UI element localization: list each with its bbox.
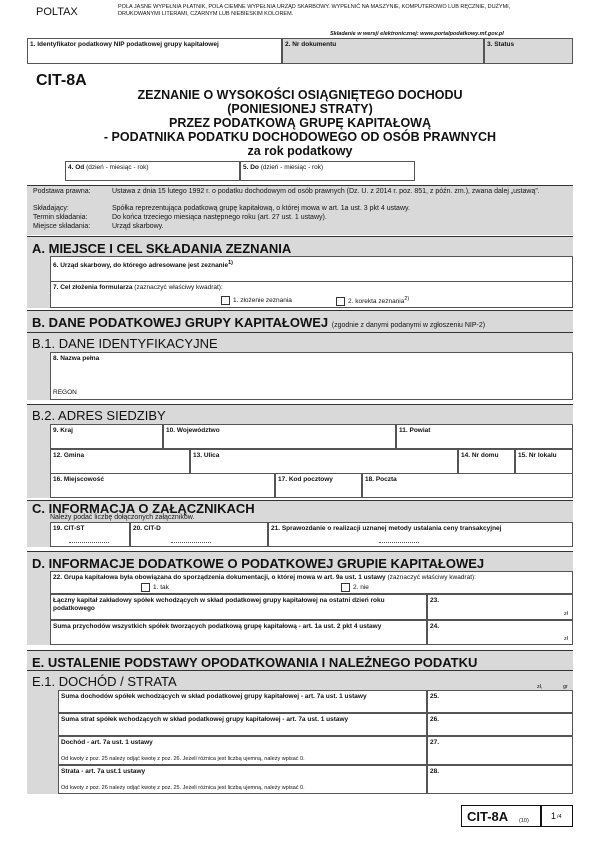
income-sum-row-label bbox=[58, 690, 427, 713]
section-a-header bbox=[27, 236, 573, 256]
loss-row-label bbox=[58, 765, 427, 794]
form-title bbox=[27, 88, 573, 158]
option-yes[interactable] bbox=[141, 583, 169, 592]
revenue-row-label bbox=[50, 620, 427, 645]
footer-page-total: /4 bbox=[557, 814, 562, 820]
loss-number: 28. bbox=[430, 768, 440, 775]
section-a-title: A. MIEJSCE I CEL SKŁADANIA ZEZNANIA bbox=[32, 241, 292, 256]
option-no-checkbox[interactable] bbox=[341, 583, 350, 592]
title-line-5: za rok podatkowy bbox=[247, 144, 353, 158]
title-line-2: (PONIESIONEJ STRATY) bbox=[227, 102, 373, 116]
section-d-header bbox=[27, 551, 573, 571]
pricing-report-field[interactable] bbox=[268, 522, 573, 547]
option-yes-checkbox[interactable] bbox=[141, 583, 150, 592]
house-number-label: 14. Nr domu bbox=[461, 452, 499, 459]
form-code: CIT-8A bbox=[36, 72, 87, 89]
revenue-unit: zł bbox=[564, 636, 568, 642]
documentation-field bbox=[50, 571, 573, 594]
documentation-hint: (zaznaczyć właściwy kwadrat): bbox=[387, 574, 476, 581]
section-d-body bbox=[27, 571, 573, 645]
street-field[interactable] bbox=[190, 449, 458, 474]
full-name-field[interactable] bbox=[50, 352, 573, 400]
post-office-label: 18. Poczta bbox=[365, 476, 397, 483]
share-capital-field[interactable] bbox=[427, 594, 573, 620]
option-correction-footnote: 2) bbox=[404, 296, 410, 302]
share-capital-unit: zł bbox=[564, 611, 568, 617]
income-sum-label: Suma dochodów spółek wchodzących w skład podatkowej grupy kapitałowej - art. 7a ust. 1 ustawy bbox=[61, 693, 367, 700]
share-capital-row-label bbox=[50, 594, 427, 620]
revenue-field[interactable] bbox=[427, 620, 573, 645]
field-nip-label: 1. Identyfikator podatkowy NIP podatkowej grupy kapitałowej bbox=[30, 41, 219, 48]
footer-page-number: 1 bbox=[551, 811, 557, 821]
cit-d-label: 20. CIT-D bbox=[133, 525, 161, 532]
option-correction-label: 2. korekta zeznania bbox=[348, 298, 405, 306]
section-b2-title: B.2. ADRES SIEDZIBY bbox=[32, 408, 166, 423]
tax-office-field[interactable] bbox=[50, 256, 573, 283]
electronic-note: Składanie w wersji elektronicznej: www.portalpodatkowy.mf.gov.pl bbox=[330, 31, 504, 37]
gr-column-label: gr bbox=[563, 684, 568, 690]
section-b1-title: B.1. DANE IDENTYFIKACYJNE bbox=[32, 336, 218, 351]
income-sum-number: 25. bbox=[430, 693, 440, 700]
documentation-label: 22. Grupa kapitałowa była obowiązana do sporządzenia dokumentacji, o której mowa w art. 9a ust. 1 ustawy bbox=[53, 574, 386, 581]
income-field[interactable] bbox=[427, 736, 573, 765]
cit-st-field[interactable] bbox=[50, 522, 130, 547]
option-yes-label: 1. tak bbox=[153, 584, 169, 592]
section-b-hint: (zgodnie z danymi podanymi w zgłoszeniu NIP-2) bbox=[331, 322, 486, 329]
period-to-field[interactable] bbox=[240, 161, 415, 181]
cit-st-input-line bbox=[69, 542, 109, 543]
option-no[interactable] bbox=[341, 583, 369, 592]
income-label: Dochód - art. 7a ust. 1 ustawy bbox=[61, 739, 153, 746]
share-capital-label: Łączny kapitał zakładowy spółek wchodzących w skład podatkowej grupy kapitałowej na ostatni dzień roku podatkowego bbox=[53, 597, 385, 612]
revenue-number: 24. bbox=[430, 623, 440, 630]
option-submit[interactable] bbox=[221, 296, 292, 305]
income-sum-field[interactable] bbox=[427, 690, 573, 713]
tax-office-label: 6. Urząd skarbowy, do którego adresowane jest zeznanie bbox=[53, 262, 229, 270]
section-e1-header bbox=[27, 670, 573, 690]
submitter-key: Składający: bbox=[33, 205, 69, 212]
loss-field[interactable] bbox=[427, 765, 573, 794]
voivodeship-label: 10. Województwo bbox=[166, 427, 220, 434]
street-label: 13. Ulica bbox=[193, 452, 220, 459]
period-from-field[interactable] bbox=[65, 161, 240, 181]
field-status-label: 3. Status bbox=[487, 41, 515, 48]
cit-d-input-line bbox=[171, 542, 211, 543]
voivodeship-field[interactable] bbox=[163, 424, 396, 449]
commune-field[interactable] bbox=[50, 449, 190, 474]
country-label: 9. Kraj bbox=[53, 427, 73, 434]
option-correction[interactable] bbox=[336, 296, 409, 306]
title-line-3: PRZEZ PODATKOWĄ GRUPĘ KAPITAŁOWĄ bbox=[168, 116, 432, 130]
loss-sum-row-label bbox=[58, 713, 427, 736]
section-b2-header bbox=[27, 404, 573, 424]
section-b2-body bbox=[27, 424, 573, 498]
field-status bbox=[484, 38, 573, 64]
commune-label: 12. Gmina bbox=[53, 452, 85, 459]
deadline-key: Termin składania: bbox=[33, 214, 88, 221]
field-doc-number bbox=[282, 38, 484, 64]
poltax-label: POLTAX bbox=[36, 6, 78, 18]
postal-code-label: 17. Kod pocztowy bbox=[278, 476, 333, 483]
legal-basis-key: Podstawa prawna: bbox=[33, 188, 91, 195]
legal-basis-value: Ustawa z dnia 15 lutego 1992 r. o podatku dochodowym od osób prawnych (Dz. U. z 2014 r. poz. 851, z późn. zm.), zwana dalej „ustawą”. bbox=[112, 188, 540, 195]
city-label: 16. Miejscowość bbox=[53, 476, 104, 483]
house-number-field[interactable] bbox=[458, 449, 515, 474]
country-field[interactable] bbox=[50, 424, 163, 449]
section-c-body bbox=[27, 522, 573, 547]
county-label: 11. Powiat bbox=[399, 427, 431, 434]
income-row-label bbox=[58, 736, 427, 765]
section-e-title: E. USTALENIE PODSTAWY OPODATKOWANIA I NALEŻNEGO PODATKU bbox=[32, 655, 478, 670]
post-office-field[interactable] bbox=[362, 473, 573, 498]
city-field[interactable] bbox=[50, 473, 275, 498]
footer-form-code: CIT-8A bbox=[467, 809, 509, 824]
revenue-label: Suma przychodów wszystkich spółek tworzących podatkową grupę kapitałową - art. 1a ust. 2 pkt 4 ustawy bbox=[53, 623, 382, 630]
section-c-header bbox=[27, 500, 573, 522]
cit-st-label: 19. CIT-ST bbox=[53, 525, 85, 532]
section-e1-title: E.1. DOCHÓD / STRATA bbox=[32, 674, 177, 689]
footer-page-box bbox=[541, 805, 573, 827]
loss-sum-label: Suma strat spółek wchodzących w skład podatkowej grupy kapitałowej - art. 7a ust. 1 ustawy bbox=[61, 716, 349, 723]
section-d-title: D. INFORMACJE DODATKOWE O PODATKOWEJ GRUPIE KAPITAŁOWEJ bbox=[32, 556, 485, 571]
option-submit-label: 1. złożenie zeznania bbox=[233, 297, 292, 305]
apartment-number-label: 15. Nr lokalu bbox=[518, 452, 557, 459]
regon-label: REGON bbox=[53, 389, 77, 396]
period-to-label: 5. Do bbox=[243, 164, 259, 171]
period-to-hint: (dzień - miesiąc - rok) bbox=[260, 164, 324, 171]
field-doc-number-label: 2. Nr dokumentu bbox=[285, 41, 337, 48]
option-submit-checkbox[interactable] bbox=[221, 296, 230, 305]
share-capital-number: 23. bbox=[430, 597, 440, 604]
section-e-header bbox=[27, 650, 573, 670]
field-nip[interactable] bbox=[27, 38, 282, 64]
section-b-header bbox=[27, 310, 573, 332]
place-value: Urząd skarbowy. bbox=[112, 223, 164, 230]
loss-sum-number: 26. bbox=[430, 716, 440, 723]
income-number: 27. bbox=[430, 739, 440, 746]
purpose-label: 7. Cel złożenia formularza bbox=[53, 284, 133, 291]
header-note: POLA JASNE WYPEŁNIA PŁATNIK, POLA CIEMNE WYPEŁNIA URZĄD SKARBOWY. WYPEŁNIĆ NA MASZYNIE, KOMPUTEROWO LUB RĘCZNIE, DUŻYMI, DRUKOWANYMI LITERAMI, CZARNYM LUB NIEBIESKIM KOLOREM. bbox=[118, 4, 511, 17]
loss-sum-field[interactable] bbox=[427, 713, 573, 736]
option-correction-checkbox[interactable] bbox=[336, 297, 345, 306]
tax-office-footnote: 1) bbox=[228, 260, 233, 266]
period-from-label: 4. Od bbox=[68, 164, 85, 171]
income-note: Od kwoty z poz. 25 należy odjąć kwotę z poz. 26. Jeżeli różnica jest liczbą ujemną, należy wpisać 0. bbox=[61, 756, 305, 762]
section-a-body bbox=[27, 256, 573, 308]
legal-info bbox=[27, 185, 573, 235]
pricing-report-label: 21. Sprawozdanie o realizacji uznanej metody ustalania ceny transakcyjnej bbox=[271, 525, 502, 532]
title-line-1: ZEZNANIE O WYSOKOŚCI OSIĄGNIĘTEGO DOCHODU bbox=[137, 88, 463, 102]
apartment-number-field[interactable] bbox=[515, 449, 573, 474]
full-name-label: 8. Nazwa pełna bbox=[53, 355, 100, 362]
purpose-hint: (zaznaczyć właściwy kwadrat): bbox=[134, 284, 223, 291]
deadline-value: Do końca trzeciego miesiąca następnego roku (art. 27 ust. 1 ustawy). bbox=[112, 214, 327, 221]
zl-column-label: zł, bbox=[537, 684, 543, 690]
pricing-report-input-line bbox=[379, 542, 419, 543]
section-e1-body bbox=[27, 690, 573, 794]
section-b1-body bbox=[27, 352, 573, 400]
footer-version: (10) bbox=[519, 818, 529, 824]
purpose-field bbox=[50, 281, 573, 308]
section-b-title: B. DANE PODATKOWEJ GRUPY KAPITAŁOWEJ bbox=[32, 315, 329, 330]
loss-note: Od kwoty z poz. 26 należy odjąć kwotę z poz. 25. Jeżeli różnica jest liczbą ujemną, należy wpisać 0. bbox=[61, 785, 305, 791]
footer-form-code-box bbox=[461, 805, 541, 827]
section-c-hint: Należy podać liczbę dołączonych załączników. bbox=[50, 514, 195, 521]
section-c-title: C. INFORMACJA O ZAŁĄCZNIKACH bbox=[32, 501, 255, 516]
title-line-4: - PODATNIKA PODATKU DOCHODOWEGO OD OSÓB PRAWNYCH bbox=[103, 130, 497, 144]
postal-code-field[interactable] bbox=[275, 473, 362, 498]
county-field[interactable] bbox=[396, 424, 573, 449]
option-no-label: 2. nie bbox=[353, 584, 369, 592]
submitter-value: Spółka reprezentująca podatkową grupę kapitałową, o której mowa w art. 1a ust. 3 pkt 4 ustawy. bbox=[112, 205, 410, 212]
cit-d-field[interactable] bbox=[130, 522, 268, 547]
place-key: Miejsce składania: bbox=[33, 223, 91, 230]
section-b1-header bbox=[27, 332, 573, 352]
loss-label: Strata - art. 7a ust.1 ustawy bbox=[61, 768, 146, 775]
period-from-hint: (dzień - miesiąc - rok) bbox=[86, 164, 149, 171]
